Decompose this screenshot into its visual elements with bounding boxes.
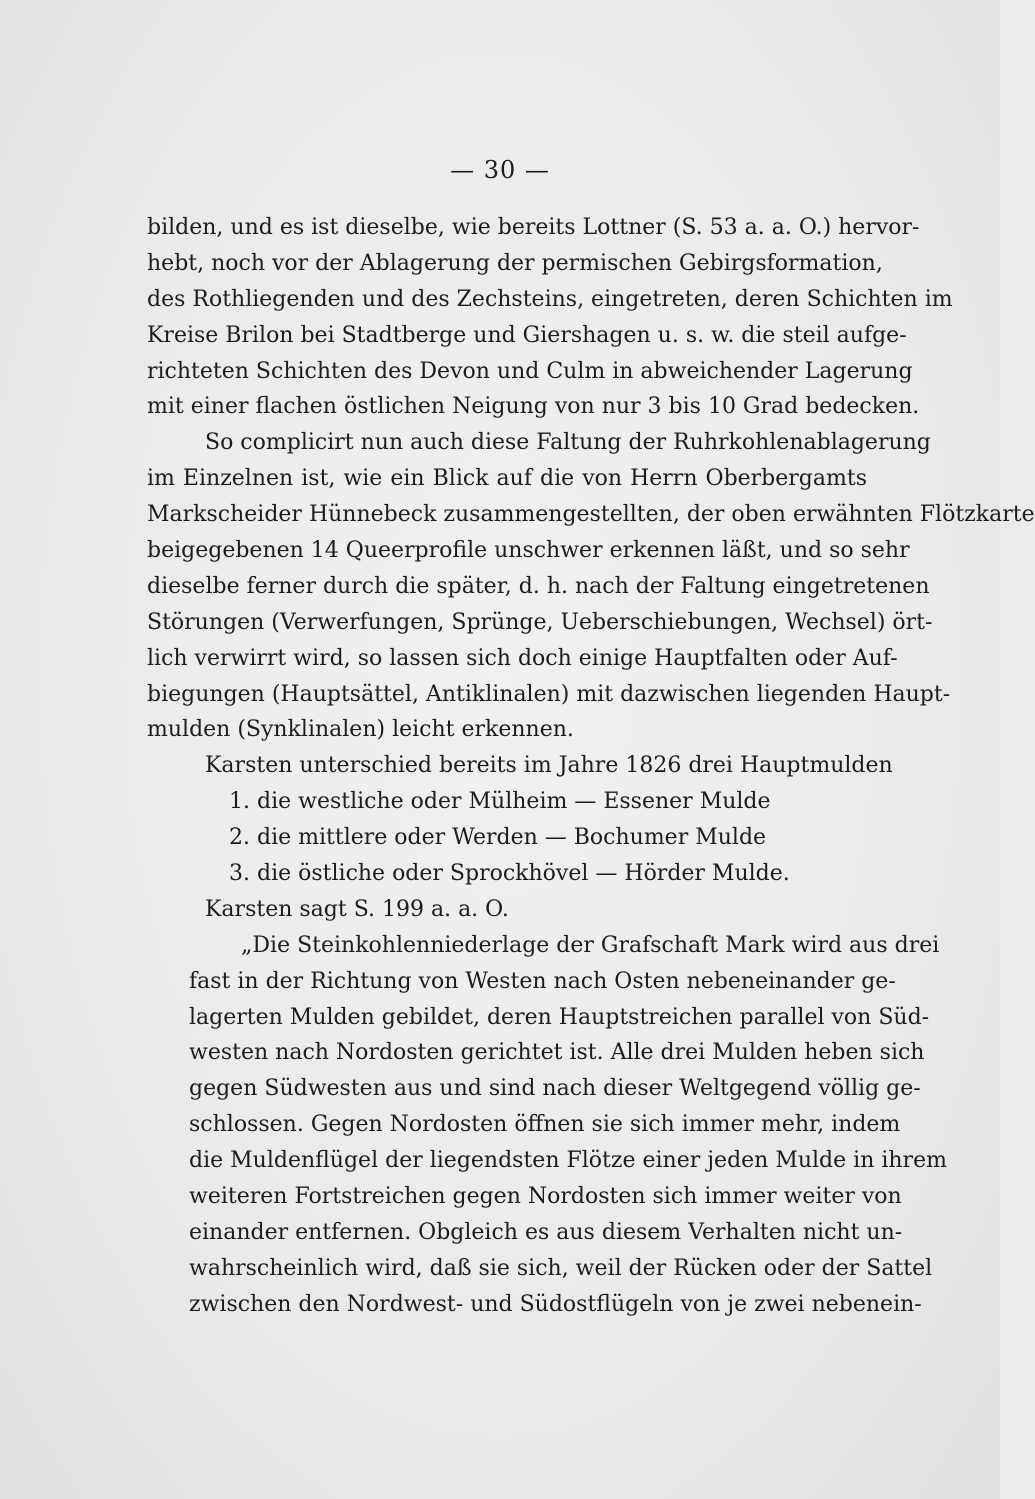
- text-line: weiteren Fortstreichen gegen Nordosten sich immer weiter von: [189, 1184, 902, 1210]
- text-line: zwischen den Nordwest- und Südostflügeln von je zwei nebenein-: [189, 1291, 922, 1317]
- text-line: mit einer flachen östlichen Neigung von nur 3 bis 10 Grad bedecken.: [147, 394, 920, 420]
- text-line: beigegebenen 14 Queerprofile unschwer erkennen läßt, und so sehr: [147, 538, 910, 564]
- text-line: wahrscheinlich wird, daß sie sich, weil der Rücken oder der Sattel: [189, 1255, 933, 1281]
- text-line: gegen Südwesten aus und sind nach dieser Weltgegend völlig ge-: [189, 1076, 921, 1102]
- block-quote: [147, 928, 947, 1323]
- text-line: bilden, und es ist dieselbe, wie bereits Lottner (S. 53 a. a. O.) hervor-: [147, 215, 920, 240]
- text-line: Störungen (Verwerfungen, Sprünge, Ueberschiebungen, Wechsel) ört-: [147, 609, 933, 635]
- paragraph-continuation: [147, 210, 953, 425]
- text-line: So complicirt nun auch diese Faltung der Ruhrkohlenablagerung: [205, 430, 931, 456]
- text-line: lich verwirrt wird, so lassen sich doch einige Hauptfalten oder Auf-: [147, 645, 898, 671]
- text-line: Karsten unterschied bereits im Jahre 1826 drei Hauptmulden: [205, 753, 893, 779]
- text-line: westen nach Nordosten gerichtet ist. Alle drei Mulden heben sich: [189, 1040, 925, 1066]
- text-line: mulden (Synklinalen) leicht erkennen.: [147, 717, 574, 743]
- list-item: 1. die westliche oder Mülheim — Essener Mulde: [229, 789, 771, 815]
- text-line: fast in der Richtung von Westen nach Osten nebeneinander ge-: [189, 968, 896, 994]
- list-item: 3. die östliche oder Sprockhövel — Hörder Mulde.: [229, 861, 790, 887]
- paragraph-karsten: [147, 748, 893, 927]
- text-line: lagerten Mulden gebildet, deren Hauptstreichen parallel von Süd-: [189, 1004, 930, 1030]
- text-line: dieselbe ferner durch die später, d. h. nach der Faltung eingetretenen: [147, 573, 930, 599]
- text-line: „Die Steinkohlenniederlage der Grafschaft Mark wird aus drei: [241, 932, 940, 958]
- text-line: im Einzelnen ist, wie ein Blick auf die von Herrn Oberbergamts: [147, 466, 867, 492]
- text-line: schlossen. Gegen Nordosten öffnen sie sich immer mehr, indem: [189, 1112, 901, 1138]
- list-item: 2. die mittlere oder Werden — Bochumer Mulde: [229, 825, 767, 851]
- text-line: einander entfernen. Obgleich es aus diesem Verhalten nicht un-: [189, 1219, 903, 1245]
- text-line: Markscheider Hünnebeck zusammengestellten, der oben erwähnten Flötzkarte: [147, 502, 1035, 528]
- paragraph-faltung: [147, 425, 1035, 748]
- text-line: des Rothliegenden und des Zechsteins, eingetreten, deren Schichten im: [147, 286, 953, 312]
- page-number: — 30 —: [450, 156, 550, 184]
- body-text: [147, 210, 1035, 1323]
- text-line: biegungen (Hauptsättel, Antiklinalen) mit dazwischen liegenden Haupt-: [147, 681, 951, 707]
- text-line: richteten Schichten des Devon und Culm in abweichender Lagerung: [147, 358, 913, 384]
- text-line: Kreise Brilon bei Stadtberge und Giershagen u. s. w. die steil aufge-: [147, 322, 907, 348]
- text-line: die Muldenflügel der liegendsten Flötze einer jeden Mulde in ihrem: [189, 1148, 947, 1174]
- text-line: Karsten sagt S. 199 a. a. O.: [205, 896, 509, 922]
- text-line: hebt, noch vor der Ablagerung der permischen Gebirgsformation,: [147, 250, 883, 276]
